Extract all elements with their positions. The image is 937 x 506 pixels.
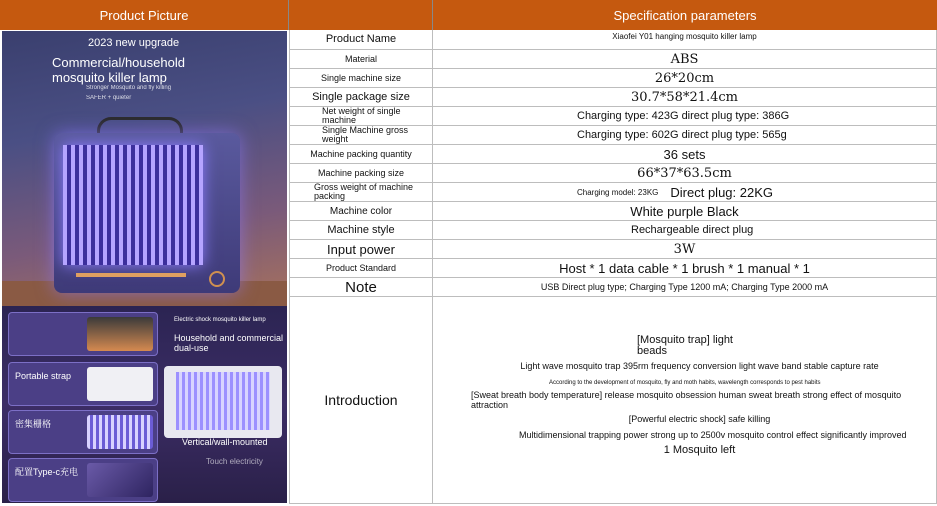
intro-line-5: [Powerful electric shock] safe killing (628, 414, 771, 424)
packing-gross-weight-charging: Charging model: 23KG (577, 187, 659, 197)
product-image-features (2, 306, 287, 503)
feature-thumb-4 (8, 458, 158, 502)
intro-line-6: Multidimensional trapping power strong up to 2500v mosquito control effect significantly improved (519, 430, 907, 440)
header-specification: Specification parameters (433, 0, 937, 30)
feature-caption4: Touch electricity (206, 457, 263, 466)
intro-line-2: Light wave mosquito trap 395rm frequency conversion light wave band stable capture rate (520, 361, 879, 371)
row-value-packing-quantity: 36 sets (433, 145, 937, 164)
row-label-material: Material (289, 50, 433, 69)
image-headline: 2023 new upgrade (88, 37, 180, 49)
row-value-packing-gross-weight (433, 183, 937, 202)
feature-large-grid (176, 372, 270, 430)
lamp-light-bar (76, 273, 186, 277)
row-label-packing-gross-weight: Gross weight of machine packing (289, 183, 433, 202)
row-value-gross-weight: Charging type: 602G direct plug type: 565g (433, 126, 937, 145)
feature-caption1: Electric shock mosquito killer lamp (174, 317, 266, 323)
row-value-product-standard: Host * 1 data cable * 1 brush * 1 manual * 1 (433, 259, 937, 278)
row-value-product-name: Xiaofei Y01 hanging mosquito killer lamp (433, 30, 937, 50)
feature-thumb-4-image (87, 463, 153, 497)
product-image-main (2, 31, 287, 306)
header-product-picture: Product Picture (0, 0, 289, 30)
packing-gross-weight-direct: Direct plug: 22KG (670, 184, 773, 200)
header-spacer (289, 0, 433, 30)
intro-line-7: 1 Mosquito left (663, 444, 736, 456)
row-label-note: Note (289, 278, 433, 297)
row-value-machine-style: Rechargeable direct plug (433, 221, 937, 240)
feature-thumb-1-image (87, 317, 153, 351)
feature-thumb-4-text: 配置Type-c充电 (15, 467, 79, 477)
row-label-product-name: Product Name (289, 30, 433, 50)
row-label-product-standard: Product Standard (289, 259, 433, 278)
image-sub2: SAFER + quieter (86, 95, 132, 101)
row-label-machine-style: Machine style (289, 221, 433, 240)
lamp-grid (63, 145, 203, 265)
row-value-material: ABS (433, 50, 937, 69)
lamp-knob (209, 271, 225, 287)
intro-line-4: [Sweat breath body temperature] release mosquito obsession human sweat breath strong effect of mosquito attraction (471, 390, 902, 410)
image-sub1: Stronger Mosquito and fly killing (86, 85, 172, 91)
feature-thumb-2-text: Portable strap (15, 371, 72, 381)
row-label-net-weight: Net weight of single machine (289, 107, 433, 126)
row-label-introduction: Introduction (289, 297, 433, 504)
row-value-machine-color: White purple Black (433, 202, 937, 221)
feature-caption2: Household and commercial dual-use (174, 333, 284, 353)
feature-thumb-2-image (87, 367, 153, 401)
row-value-note: USB Direct plug type; Charging Type 1200 mA; Charging Type 2000 mA (433, 278, 937, 297)
intro-line-3: According to the development of mosquito, fly and moth habits, wavelength corresponds to pest habits (549, 380, 821, 386)
row-value-single-package-size: 30.7*58*21.4cm (433, 88, 937, 107)
row-label-single-package-size: Single package size (289, 88, 433, 107)
feature-thumb-2 (8, 362, 158, 406)
feature-caption3: Vertical/wall-mounted (182, 437, 268, 447)
row-label-packing-size: Machine packing size (289, 164, 433, 183)
feature-large-image (164, 366, 282, 438)
row-value-introduction (433, 297, 937, 504)
feature-thumb-3-text: 密集栅格 (15, 419, 52, 429)
row-label-gross-weight: Single Machine gross weight (289, 126, 433, 145)
row-value-single-machine-size: 26*20cm (433, 69, 937, 88)
feature-thumb-1 (8, 312, 158, 356)
row-value-packing-size: 66*37*63.5cm (433, 164, 937, 183)
image-title: Commercial/household mosquito killer lamp (52, 55, 185, 85)
row-label-machine-color: Machine color (289, 202, 433, 221)
lamp-illustration (54, 133, 240, 293)
row-label-packing-quantity: Machine packing quantity (289, 145, 433, 164)
row-value-net-weight: Charging type: 423G direct plug type: 386G (433, 107, 937, 126)
feature-thumb-3-image (87, 415, 153, 449)
row-value-input-power: 3W (433, 240, 937, 259)
feature-thumb-3 (8, 410, 158, 454)
row-label-single-machine-size: Single machine size (289, 69, 433, 88)
row-label-input-power: Input power (289, 240, 433, 259)
intro-line-1: [Mosquito trap] light beads (637, 334, 733, 357)
